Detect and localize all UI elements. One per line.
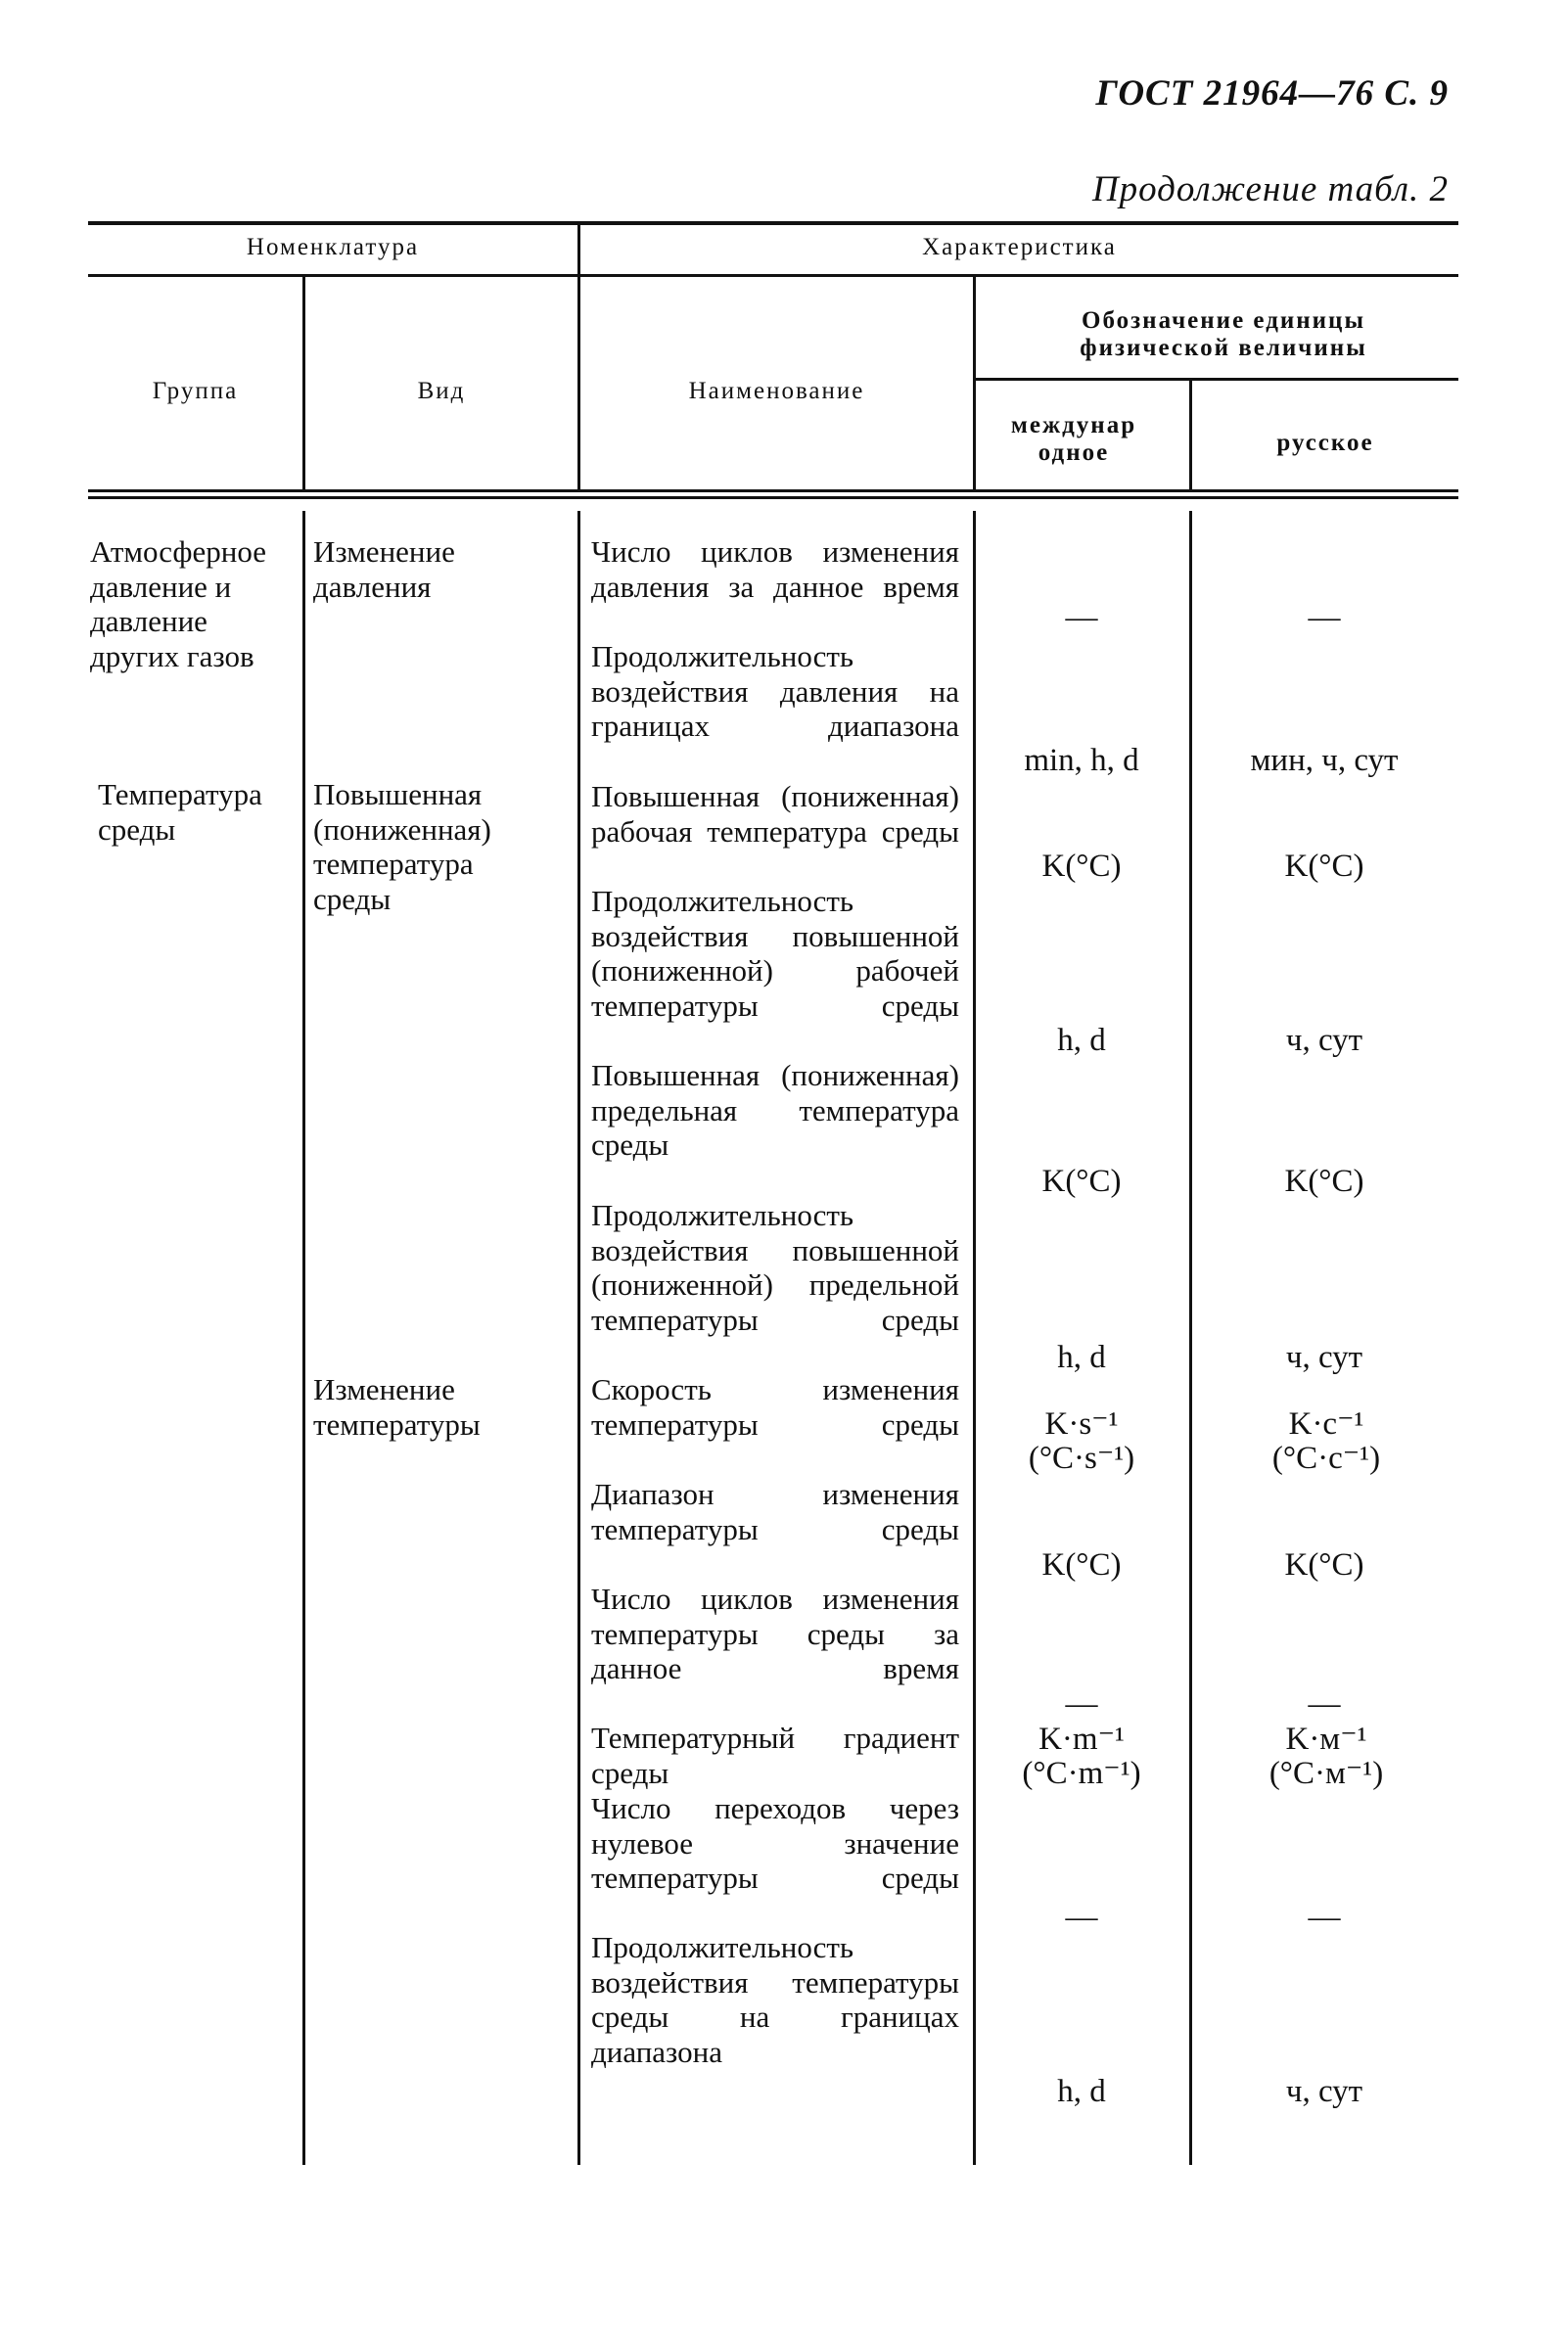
- row-name: Продолжительность воздействия повышенной (пониженной) предельной температуры среды: [591, 1198, 959, 1337]
- row-unit-russian: K·c⁻¹ (°C·c⁻¹): [1271, 1406, 1381, 1476]
- row-name: Температурный градиент среды: [591, 1721, 959, 1790]
- table-top-rule: [88, 221, 1458, 225]
- header-russian: русское: [1276, 430, 1374, 456]
- row-unit-international: h, d: [1057, 1340, 1106, 1375]
- row-name: Диапазон изменения температуры среды: [591, 1477, 959, 1546]
- page-header: ГОСТ 21964—76 С. 9: [1095, 73, 1449, 114]
- row-name: Число переходов через нулевое значение температуры среды: [591, 1791, 959, 1896]
- header-group: Группа: [152, 378, 239, 404]
- row-name: Продолжительность воздействия давления на границах диапазона: [591, 639, 959, 744]
- row-unit-russian: K(°C): [1284, 1164, 1364, 1199]
- units-header-divider: [973, 378, 1458, 381]
- row-unit-russian: K·м⁻¹ (°C·м⁻¹): [1268, 1722, 1384, 1791]
- row-unit-international: min, h, d: [1024, 743, 1139, 778]
- column-rule-intl-rus: [1189, 511, 1192, 2165]
- row-unit-russian: ч, сут: [1285, 1340, 1363, 1375]
- row-name: Число циклов изменения давления за данное время: [591, 534, 959, 604]
- header-international: международное: [1010, 412, 1137, 466]
- row-name: Скорость изменения температуры среды: [591, 1372, 959, 1442]
- header-nomenclature: Номенклатура: [246, 234, 420, 260]
- row-unit-international: h, d: [1057, 2074, 1106, 2109]
- group-medium-temperature: Температура среды: [98, 777, 262, 847]
- row-unit-international: —: [1065, 1686, 1098, 1722]
- group-atmospheric-pressure: Атмосферное давление и давление других газов: [90, 534, 266, 673]
- row-unit-international: K·s⁻¹ (°C·s⁻¹): [1028, 1406, 1135, 1476]
- row-unit-russian: —: [1308, 600, 1341, 635]
- row-unit-russian: K(°C): [1284, 1547, 1364, 1583]
- row-name: Продолжительность воздействия повышенной (пониженной) рабочей температуры среды: [591, 884, 959, 1023]
- row-unit-russian: мин, ч, сут: [1250, 743, 1399, 778]
- row-unit-international: K(°C): [1041, 1164, 1122, 1199]
- row-unit-international: K(°C): [1041, 1547, 1122, 1583]
- row-name: Число циклов изменения температуры среды за данное время: [591, 1582, 959, 1686]
- row-unit-international: K(°C): [1041, 849, 1122, 884]
- kind-temperature-change: Изменение температуры: [313, 1372, 481, 1442]
- column-rule-name-intl: [973, 511, 976, 2165]
- header-divider-upper: [88, 274, 1458, 277]
- header-unit-designation: Обозначение единицы физической величины: [1080, 307, 1367, 361]
- row-unit-russian: K(°C): [1284, 849, 1364, 884]
- kind-raised-lowered-temperature: Повышенная (пониженная) температура среды: [313, 777, 491, 916]
- column-rule-kind-name: [577, 511, 580, 2165]
- header-bottom-rule-1: [88, 489, 1458, 492]
- row-unit-russian: ч, сут: [1285, 2074, 1363, 2109]
- row-unit-international: h, d: [1057, 1023, 1106, 1058]
- row-unit-international: K·m⁻¹ (°C·m⁻¹): [1022, 1722, 1141, 1791]
- column-rule-main-header: [577, 225, 580, 492]
- row-unit-russian: —: [1308, 1686, 1341, 1722]
- table-continuation-label: Продолжение табл. 2: [1091, 169, 1449, 209]
- row-name: Повышенная (пониженная) рабочая температура среды: [591, 779, 959, 849]
- row-unit-international: —: [1065, 600, 1098, 635]
- header-name: Наименование: [688, 378, 865, 404]
- row-unit-russian: ч, сут: [1285, 1023, 1363, 1058]
- header-bottom-rule-2: [88, 496, 1458, 499]
- row-unit-russian: —: [1308, 1900, 1341, 1935]
- kind-pressure-change: Изменение давления: [313, 534, 455, 604]
- header-kind: Вид: [417, 378, 466, 404]
- row-name: Продолжительность воздействия температуры среды на границах диапазона: [591, 1930, 959, 2069]
- row-name: Повышенная (пониженная) предельная температура среды: [591, 1058, 959, 1163]
- column-rule-group-kind: [302, 511, 305, 2165]
- row-unit-international: —: [1065, 1900, 1098, 1935]
- column-rule-name-units-header: [973, 277, 976, 492]
- header-characteristic: Характеристика: [922, 234, 1117, 260]
